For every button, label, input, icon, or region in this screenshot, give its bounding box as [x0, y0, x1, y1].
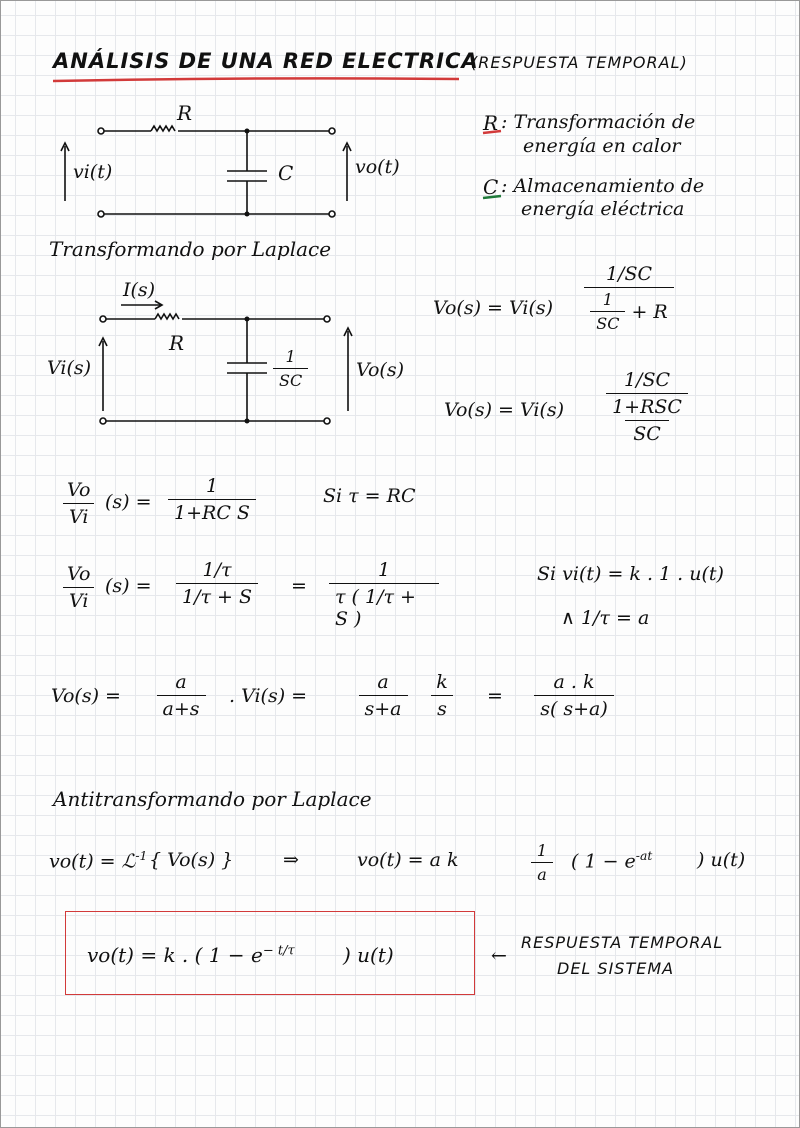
eq1-lhs: Vo(s) = Vi(s)	[433, 297, 554, 319]
eq6-rhs: vo(t) = a k	[357, 849, 459, 871]
eq3-note: Si τ = RC	[323, 485, 416, 507]
eq5-fraction-3: $\frac{k}{s}$	[427, 671, 457, 720]
result-label-line2: DEL SISTEMA	[557, 959, 675, 978]
result-tail: ) u(t)	[343, 943, 394, 967]
laplace-heading: Transformando por Laplace	[49, 237, 332, 261]
legend-c-line2: energía eléctrica	[521, 198, 685, 220]
c2-capacitor-impedance: $\frac{1}{SC}$	[273, 347, 308, 390]
c2-current-label: I(s)	[123, 279, 156, 301]
eq6-tail: ) u(t)	[697, 849, 746, 871]
circuit-2	[99, 301, 352, 424]
eq1-fraction: 1/SC $\frac{1}{SC}$ + R	[571, 263, 687, 333]
eq6-paren: ( $1 - e^{-at}$	[571, 849, 653, 873]
eq6-lhs: vo(t) = ℒ$^{-1}$	[49, 849, 148, 873]
result-arrow: ←	[491, 945, 507, 967]
legend-r-line1: : Transformación de	[501, 111, 696, 133]
eq5-equals: =	[487, 685, 503, 707]
legend-c-line1: : Almacenamiento de	[501, 175, 705, 197]
eq4-equals: =	[291, 575, 307, 597]
c1-resistor-label: R	[177, 101, 193, 125]
eq5-lhs: Vo(s) =	[51, 685, 121, 707]
eq4-fraction-1: $\frac{1/\tau}{1/\tau + S}$	[167, 559, 267, 608]
eq4-lhs-fraction: $\frac{Vo}{Vi}$	[61, 563, 96, 612]
c1-output-label: vo(t)	[355, 156, 400, 178]
eq5-fraction-1: $\frac{a}{a+s}$	[149, 671, 213, 720]
eq3-fraction: $\frac{1}{\text{1+RC S}}$	[167, 475, 257, 524]
legend-c-key: C	[483, 175, 499, 199]
page-subtitle: (RESPUESTA TEMPORAL)	[471, 53, 688, 72]
eq3-lhs-arg: (s) =	[105, 491, 152, 513]
title-underline	[53, 78, 459, 81]
c2-output-label: Vo(s)	[356, 359, 404, 381]
eq2-lhs: Vo(s) = Vi(s)	[444, 399, 565, 421]
c1-input-label: vi(t)	[73, 161, 113, 183]
eq4-fraction-2: $\frac{1}{\tau ( 1/\tau + S )}$	[329, 559, 439, 630]
c2-resistor-label: R	[169, 331, 185, 355]
eq4-condition-1: Si vi(t) = k . 1 . u(t)	[537, 563, 724, 585]
c1-capacitor-label: C	[278, 161, 294, 185]
eq1-den-fraction: $\frac{1}{SC}$	[590, 290, 625, 333]
eq2-fraction: 1/SC 1+RSC SC	[587, 369, 707, 445]
c2-input-label: Vi(s)	[47, 357, 92, 379]
eq3-lhs-fraction: $\frac{Vo}{Vi}$	[61, 479, 96, 528]
result-label-line1: RESPUESTA TEMPORAL	[521, 933, 724, 952]
eq5-mid: . Vi(s) =	[229, 685, 308, 707]
eq4-condition-2: ∧ 1/τ = a	[561, 607, 650, 629]
page-title: ANÁLISIS DE UNA RED ELECTRICA	[53, 49, 479, 73]
eq5-fraction-2: $\frac{a}{s+a}$	[351, 671, 415, 720]
eq6-fraction: $\frac{1}{a}$	[529, 841, 555, 884]
eq6-brace: { Vo(s) }	[149, 849, 234, 871]
result-formula: vo(t) = k . ( $1 - e^{- t/\tau}$	[87, 943, 295, 967]
eq4-lhs-arg: (s) =	[105, 575, 152, 597]
eq5-fraction-4: $\frac{a . k}{s( s+a)}$	[529, 671, 619, 720]
eq6-arrow: ⇒	[283, 849, 299, 871]
legend-r-line2: energía en calor	[523, 135, 681, 157]
antitransform-heading: Antitransformando por Laplace	[53, 787, 372, 811]
legend-r-key: R	[483, 111, 499, 135]
